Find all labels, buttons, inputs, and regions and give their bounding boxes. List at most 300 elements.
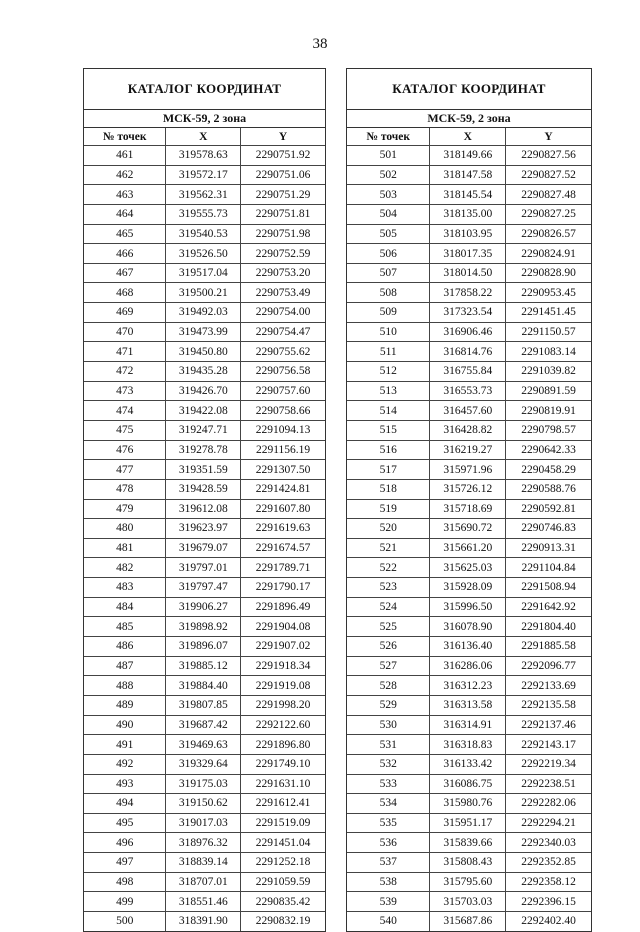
point-number-cell: 466: [84, 244, 166, 264]
point-number-cell: 517: [347, 460, 430, 480]
point-number-cell: 482: [84, 558, 166, 578]
x-coordinate-cell: 317858.22: [430, 283, 506, 303]
x-coordinate-cell: 319473.99: [166, 322, 241, 342]
y-coordinate-cell: 2292282.06: [506, 794, 591, 814]
table-row: [347, 853, 591, 873]
table-row: [84, 715, 325, 735]
y-coordinate-cell: 2291907.02: [241, 637, 325, 657]
table-row: [84, 224, 325, 244]
table-header-row: [347, 128, 591, 146]
x-coordinate-cell: 319687.42: [166, 715, 241, 735]
table-row: [347, 715, 591, 735]
y-coordinate-cell: 2291607.80: [241, 499, 325, 519]
catalog-title: КАТАЛОГ КООРДИНАТ: [84, 69, 325, 110]
column-header-point-number: № точек: [84, 128, 166, 146]
point-number-cell: 537: [347, 853, 430, 873]
point-number-cell: 516: [347, 440, 430, 460]
x-coordinate-cell: 318147.58: [430, 165, 506, 185]
x-coordinate-cell: 315726.12: [430, 479, 506, 499]
x-coordinate-cell: 319555.73: [166, 204, 241, 224]
y-coordinate-cell: 2291307.50: [241, 460, 325, 480]
y-coordinate-cell: 2292352.85: [506, 853, 591, 873]
point-number-cell: 500: [84, 911, 166, 930]
x-coordinate-cell: 319562.31: [166, 185, 241, 205]
x-coordinate-cell: 319885.12: [166, 656, 241, 676]
table-row: [84, 794, 325, 814]
table-row: [84, 695, 325, 715]
table-row: [84, 519, 325, 539]
y-coordinate-cell: 2292238.51: [506, 774, 591, 794]
table-row: [84, 440, 325, 460]
y-coordinate-cell: 2291789.71: [241, 558, 325, 578]
point-number-cell: 507: [347, 263, 430, 283]
x-coordinate-cell: 315808.43: [430, 853, 506, 873]
table-row: [84, 676, 325, 696]
y-coordinate-cell: 2292219.34: [506, 754, 591, 774]
point-number-cell: 478: [84, 479, 166, 499]
point-number-cell: 487: [84, 656, 166, 676]
y-coordinate-cell: 2291451.04: [241, 833, 325, 853]
y-coordinate-cell: 2290753.49: [241, 283, 325, 303]
table-row: [84, 892, 325, 912]
y-coordinate-cell: 2291919.08: [241, 676, 325, 696]
table-row: [347, 342, 591, 362]
x-coordinate-cell: 319896.07: [166, 637, 241, 657]
x-coordinate-cell: 319612.08: [166, 499, 241, 519]
x-coordinate-cell: 315687.86: [430, 911, 506, 930]
x-coordinate-cell: 315980.76: [430, 794, 506, 814]
point-number-cell: 491: [84, 735, 166, 755]
y-coordinate-cell: 2292358.12: [506, 872, 591, 892]
table-row: [84, 538, 325, 558]
x-coordinate-cell: 319540.53: [166, 224, 241, 244]
point-number-cell: 536: [347, 833, 430, 853]
x-coordinate-cell: 316136.40: [430, 637, 506, 657]
x-coordinate-cell: 316553.73: [430, 381, 506, 401]
x-coordinate-cell: 315625.03: [430, 558, 506, 578]
y-coordinate-cell: 2292133.69: [506, 676, 591, 696]
table-row: [84, 283, 325, 303]
y-coordinate-cell: 2290757.60: [241, 381, 325, 401]
y-coordinate-cell: 2290751.81: [241, 204, 325, 224]
x-coordinate-cell: 319492.03: [166, 303, 241, 323]
y-coordinate-cell: 2291885.58: [506, 637, 591, 657]
y-coordinate-cell: 2291642.92: [506, 597, 591, 617]
x-coordinate-cell: 316428.82: [430, 420, 506, 440]
point-number-cell: 502: [347, 165, 430, 185]
y-coordinate-cell: 2290835.42: [241, 892, 325, 912]
x-coordinate-cell: 319351.59: [166, 460, 241, 480]
table-row: [347, 146, 591, 166]
x-coordinate-cell: 319797.47: [166, 578, 241, 598]
table-row: [347, 244, 591, 264]
point-number-cell: 526: [347, 637, 430, 657]
point-number-cell: 509: [347, 303, 430, 323]
x-coordinate-cell: 316457.60: [430, 401, 506, 421]
x-coordinate-cell: 319797.01: [166, 558, 241, 578]
table-row: [84, 303, 325, 323]
x-coordinate-cell: 319435.28: [166, 362, 241, 382]
x-coordinate-cell: 316312.23: [430, 676, 506, 696]
x-coordinate-cell: 319426.70: [166, 381, 241, 401]
x-coordinate-cell: 319329.64: [166, 754, 241, 774]
point-number-cell: 499: [84, 892, 166, 912]
y-coordinate-cell: 2292402.40: [506, 911, 591, 930]
y-coordinate-cell: 2291896.49: [241, 597, 325, 617]
point-number-cell: 521: [347, 538, 430, 558]
y-coordinate-cell: 2290832.19: [241, 911, 325, 930]
point-number-cell: 520: [347, 519, 430, 539]
y-coordinate-cell: 2291674.57: [241, 538, 325, 558]
point-number-cell: 492: [84, 754, 166, 774]
coordinate-catalog-right: [346, 68, 592, 932]
table-row: [347, 185, 591, 205]
point-number-cell: 473: [84, 381, 166, 401]
table-row: [347, 833, 591, 853]
point-number-cell: 532: [347, 754, 430, 774]
table-row: [347, 401, 591, 421]
table-row: [347, 813, 591, 833]
x-coordinate-cell: 319898.92: [166, 617, 241, 637]
x-coordinate-cell: 316219.27: [430, 440, 506, 460]
table-row: [84, 204, 325, 224]
x-coordinate-cell: 319450.80: [166, 342, 241, 362]
x-coordinate-cell: 319247.71: [166, 420, 241, 440]
y-coordinate-cell: 2290756.58: [241, 362, 325, 382]
x-coordinate-cell: 319623.97: [166, 519, 241, 539]
point-number-cell: 535: [347, 813, 430, 833]
table-row: [347, 479, 591, 499]
coordinate-table: [347, 128, 591, 931]
table-row: [347, 637, 591, 657]
table-row: [347, 617, 591, 637]
coordinate-table: [84, 128, 325, 931]
y-coordinate-cell: 2290758.66: [241, 401, 325, 421]
y-coordinate-cell: 2290826.57: [506, 224, 591, 244]
point-number-cell: 539: [347, 892, 430, 912]
y-coordinate-cell: 2290753.20: [241, 263, 325, 283]
y-coordinate-cell: 2291094.13: [241, 420, 325, 440]
y-coordinate-cell: 2292396.15: [506, 892, 591, 912]
point-number-cell: 503: [347, 185, 430, 205]
point-number-cell: 513: [347, 381, 430, 401]
table-row: [84, 735, 325, 755]
table-row: [347, 872, 591, 892]
y-coordinate-cell: 2290913.31: [506, 538, 591, 558]
catalog-zone: МСК-59, 2 зона: [347, 110, 591, 128]
table-header-row: [84, 128, 325, 146]
x-coordinate-cell: 319150.62: [166, 794, 241, 814]
x-coordinate-cell: 316755.84: [430, 362, 506, 382]
table-row: [84, 185, 325, 205]
point-number-cell: 504: [347, 204, 430, 224]
x-coordinate-cell: 315703.03: [430, 892, 506, 912]
column-header-point-number: № точек: [347, 128, 430, 146]
table-row: [84, 401, 325, 421]
table-row: [84, 597, 325, 617]
point-number-cell: 511: [347, 342, 430, 362]
table-row: [84, 813, 325, 833]
x-coordinate-cell: 316133.42: [430, 754, 506, 774]
point-number-cell: 538: [347, 872, 430, 892]
y-coordinate-cell: 2292137.46: [506, 715, 591, 735]
table-row: [347, 460, 591, 480]
table-row: [347, 695, 591, 715]
table-row: [347, 597, 591, 617]
table-row: [347, 420, 591, 440]
table-row: [84, 322, 325, 342]
x-coordinate-cell: 318145.54: [430, 185, 506, 205]
x-coordinate-cell: 319500.21: [166, 283, 241, 303]
y-coordinate-cell: 2291749.10: [241, 754, 325, 774]
point-number-cell: 530: [347, 715, 430, 735]
point-number-cell: 540: [347, 911, 430, 930]
y-coordinate-cell: 2291252.18: [241, 853, 325, 873]
y-coordinate-cell: 2291059.59: [241, 872, 325, 892]
table-row: [347, 911, 591, 930]
x-coordinate-cell: 318103.95: [430, 224, 506, 244]
x-coordinate-cell: 315996.50: [430, 597, 506, 617]
point-number-cell: 474: [84, 401, 166, 421]
y-coordinate-cell: 2291631.10: [241, 774, 325, 794]
x-coordinate-cell: 315839.66: [430, 833, 506, 853]
table-row: [84, 420, 325, 440]
point-number-cell: 524: [347, 597, 430, 617]
y-coordinate-cell: 2292122.60: [241, 715, 325, 735]
point-number-cell: 531: [347, 735, 430, 755]
y-coordinate-cell: 2291619.63: [241, 519, 325, 539]
y-coordinate-cell: 2291039.82: [506, 362, 591, 382]
y-coordinate-cell: 2291508.94: [506, 578, 591, 598]
point-number-cell: 497: [84, 853, 166, 873]
point-number-cell: 527: [347, 656, 430, 676]
x-coordinate-cell: 316286.06: [430, 656, 506, 676]
x-coordinate-cell: 318551.46: [166, 892, 241, 912]
table-row: [347, 656, 591, 676]
x-coordinate-cell: 319572.17: [166, 165, 241, 185]
x-coordinate-cell: 316318.83: [430, 735, 506, 755]
table-row: [347, 519, 591, 539]
point-number-cell: 510: [347, 322, 430, 342]
x-coordinate-cell: 318707.01: [166, 872, 241, 892]
y-coordinate-cell: 2291519.09: [241, 813, 325, 833]
table-row: [347, 794, 591, 814]
table-row: [347, 303, 591, 323]
y-coordinate-cell: 2291451.45: [506, 303, 591, 323]
point-number-cell: 475: [84, 420, 166, 440]
point-number-cell: 506: [347, 244, 430, 264]
point-number-cell: 471: [84, 342, 166, 362]
x-coordinate-cell: 315718.69: [430, 499, 506, 519]
y-coordinate-cell: 2290827.48: [506, 185, 591, 205]
y-coordinate-cell: 2290458.29: [506, 460, 591, 480]
point-number-cell: 488: [84, 676, 166, 696]
x-coordinate-cell: 315971.96: [430, 460, 506, 480]
x-coordinate-cell: 319526.50: [166, 244, 241, 264]
table-row: [347, 774, 591, 794]
point-number-cell: 477: [84, 460, 166, 480]
x-coordinate-cell: 319679.07: [166, 538, 241, 558]
y-coordinate-cell: 2292096.77: [506, 656, 591, 676]
point-number-cell: 472: [84, 362, 166, 382]
y-coordinate-cell: 2290798.57: [506, 420, 591, 440]
x-coordinate-cell: 319428.59: [166, 479, 241, 499]
point-number-cell: 465: [84, 224, 166, 244]
x-coordinate-cell: 316086.75: [430, 774, 506, 794]
table-body: [84, 146, 325, 931]
point-number-cell: 495: [84, 813, 166, 833]
y-coordinate-cell: 2292294.21: [506, 813, 591, 833]
x-coordinate-cell: 316313.58: [430, 695, 506, 715]
point-number-cell: 508: [347, 283, 430, 303]
point-number-cell: 486: [84, 637, 166, 657]
y-coordinate-cell: 2291804.40: [506, 617, 591, 637]
y-coordinate-cell: 2290751.92: [241, 146, 325, 166]
x-coordinate-cell: 319578.63: [166, 146, 241, 166]
table-row: [84, 362, 325, 382]
point-number-cell: 481: [84, 538, 166, 558]
table-row: [347, 263, 591, 283]
point-number-cell: 470: [84, 322, 166, 342]
x-coordinate-cell: 318135.00: [430, 204, 506, 224]
point-number-cell: 515: [347, 420, 430, 440]
table-row: [84, 833, 325, 853]
point-number-cell: 461: [84, 146, 166, 166]
y-coordinate-cell: 2290754.00: [241, 303, 325, 323]
y-coordinate-cell: 2290953.45: [506, 283, 591, 303]
table-row: [84, 578, 325, 598]
point-number-cell: 467: [84, 263, 166, 283]
y-coordinate-cell: 2290642.33: [506, 440, 591, 460]
x-coordinate-cell: 315661.20: [430, 538, 506, 558]
point-number-cell: 501: [347, 146, 430, 166]
y-coordinate-cell: 2290824.91: [506, 244, 591, 264]
table-row: [347, 440, 591, 460]
point-number-cell: 462: [84, 165, 166, 185]
table-row: [347, 283, 591, 303]
y-coordinate-cell: 2292340.03: [506, 833, 591, 853]
y-coordinate-cell: 2290751.06: [241, 165, 325, 185]
table-body: [347, 146, 591, 931]
table-row: [84, 381, 325, 401]
table-row: [84, 263, 325, 283]
x-coordinate-cell: 318391.90: [166, 911, 241, 930]
x-coordinate-cell: 318014.50: [430, 263, 506, 283]
y-coordinate-cell: 2291918.34: [241, 656, 325, 676]
y-coordinate-cell: 2291790.17: [241, 578, 325, 598]
table-row: [84, 342, 325, 362]
point-number-cell: 505: [347, 224, 430, 244]
catalog-title: КАТАЛОГ КООРДИНАТ: [347, 69, 591, 110]
point-number-cell: 469: [84, 303, 166, 323]
y-coordinate-cell: 2291104.84: [506, 558, 591, 578]
point-number-cell: 483: [84, 578, 166, 598]
point-number-cell: 534: [347, 794, 430, 814]
y-coordinate-cell: 2290827.52: [506, 165, 591, 185]
x-coordinate-cell: 315795.60: [430, 872, 506, 892]
point-number-cell: 522: [347, 558, 430, 578]
y-coordinate-cell: 2292143.17: [506, 735, 591, 755]
table-row: [347, 735, 591, 755]
x-coordinate-cell: 316078.90: [430, 617, 506, 637]
y-coordinate-cell: 2291424.81: [241, 479, 325, 499]
column-header-y: Y: [241, 128, 325, 146]
y-coordinate-cell: 2290751.98: [241, 224, 325, 244]
point-number-cell: 496: [84, 833, 166, 853]
y-coordinate-cell: 2291904.08: [241, 617, 325, 637]
y-coordinate-cell: 2290755.62: [241, 342, 325, 362]
point-number-cell: 518: [347, 479, 430, 499]
y-coordinate-cell: 2290592.81: [506, 499, 591, 519]
column-header-x: X: [166, 128, 241, 146]
table-row: [84, 656, 325, 676]
y-coordinate-cell: 2290827.25: [506, 204, 591, 224]
table-row: [84, 499, 325, 519]
column-header-y: Y: [506, 128, 591, 146]
y-coordinate-cell: 2291156.19: [241, 440, 325, 460]
table-row: [84, 853, 325, 873]
y-coordinate-cell: 2291612.41: [241, 794, 325, 814]
y-coordinate-cell: 2290588.76: [506, 479, 591, 499]
table-row: [347, 499, 591, 519]
coordinate-catalog-left: [83, 68, 326, 932]
x-coordinate-cell: 319807.85: [166, 695, 241, 715]
x-coordinate-cell: 315690.72: [430, 519, 506, 539]
y-coordinate-cell: 2290751.29: [241, 185, 325, 205]
table-row: [84, 637, 325, 657]
table-row: [347, 676, 591, 696]
x-coordinate-cell: 319017.03: [166, 813, 241, 833]
point-number-cell: 514: [347, 401, 430, 421]
table-row: [347, 578, 591, 598]
table-row: [347, 892, 591, 912]
point-number-cell: 494: [84, 794, 166, 814]
x-coordinate-cell: 318839.14: [166, 853, 241, 873]
y-coordinate-cell: 2290828.90: [506, 263, 591, 283]
point-number-cell: 493: [84, 774, 166, 794]
point-number-cell: 525: [347, 617, 430, 637]
table-row: [84, 774, 325, 794]
y-coordinate-cell: 2290746.83: [506, 519, 591, 539]
table-row: [347, 204, 591, 224]
point-number-cell: 529: [347, 695, 430, 715]
column-header-x: X: [430, 128, 506, 146]
point-number-cell: 476: [84, 440, 166, 460]
table-row: [347, 538, 591, 558]
x-coordinate-cell: 319422.08: [166, 401, 241, 421]
table-row: [84, 165, 325, 185]
x-coordinate-cell: 319175.03: [166, 774, 241, 794]
table-row: [347, 165, 591, 185]
x-coordinate-cell: 319517.04: [166, 263, 241, 283]
point-number-cell: 533: [347, 774, 430, 794]
point-number-cell: 464: [84, 204, 166, 224]
catalog-zone: МСК-59, 2 зона: [84, 110, 325, 128]
point-number-cell: 490: [84, 715, 166, 735]
y-coordinate-cell: 2290754.47: [241, 322, 325, 342]
table-row: [84, 558, 325, 578]
point-number-cell: 512: [347, 362, 430, 382]
x-coordinate-cell: 318149.66: [430, 146, 506, 166]
table-row: [84, 479, 325, 499]
y-coordinate-cell: 2291083.14: [506, 342, 591, 362]
x-coordinate-cell: 318976.32: [166, 833, 241, 853]
point-number-cell: 489: [84, 695, 166, 715]
y-coordinate-cell: 2291150.57: [506, 322, 591, 342]
point-number-cell: 463: [84, 185, 166, 205]
table-row: [84, 617, 325, 637]
x-coordinate-cell: 317323.54: [430, 303, 506, 323]
